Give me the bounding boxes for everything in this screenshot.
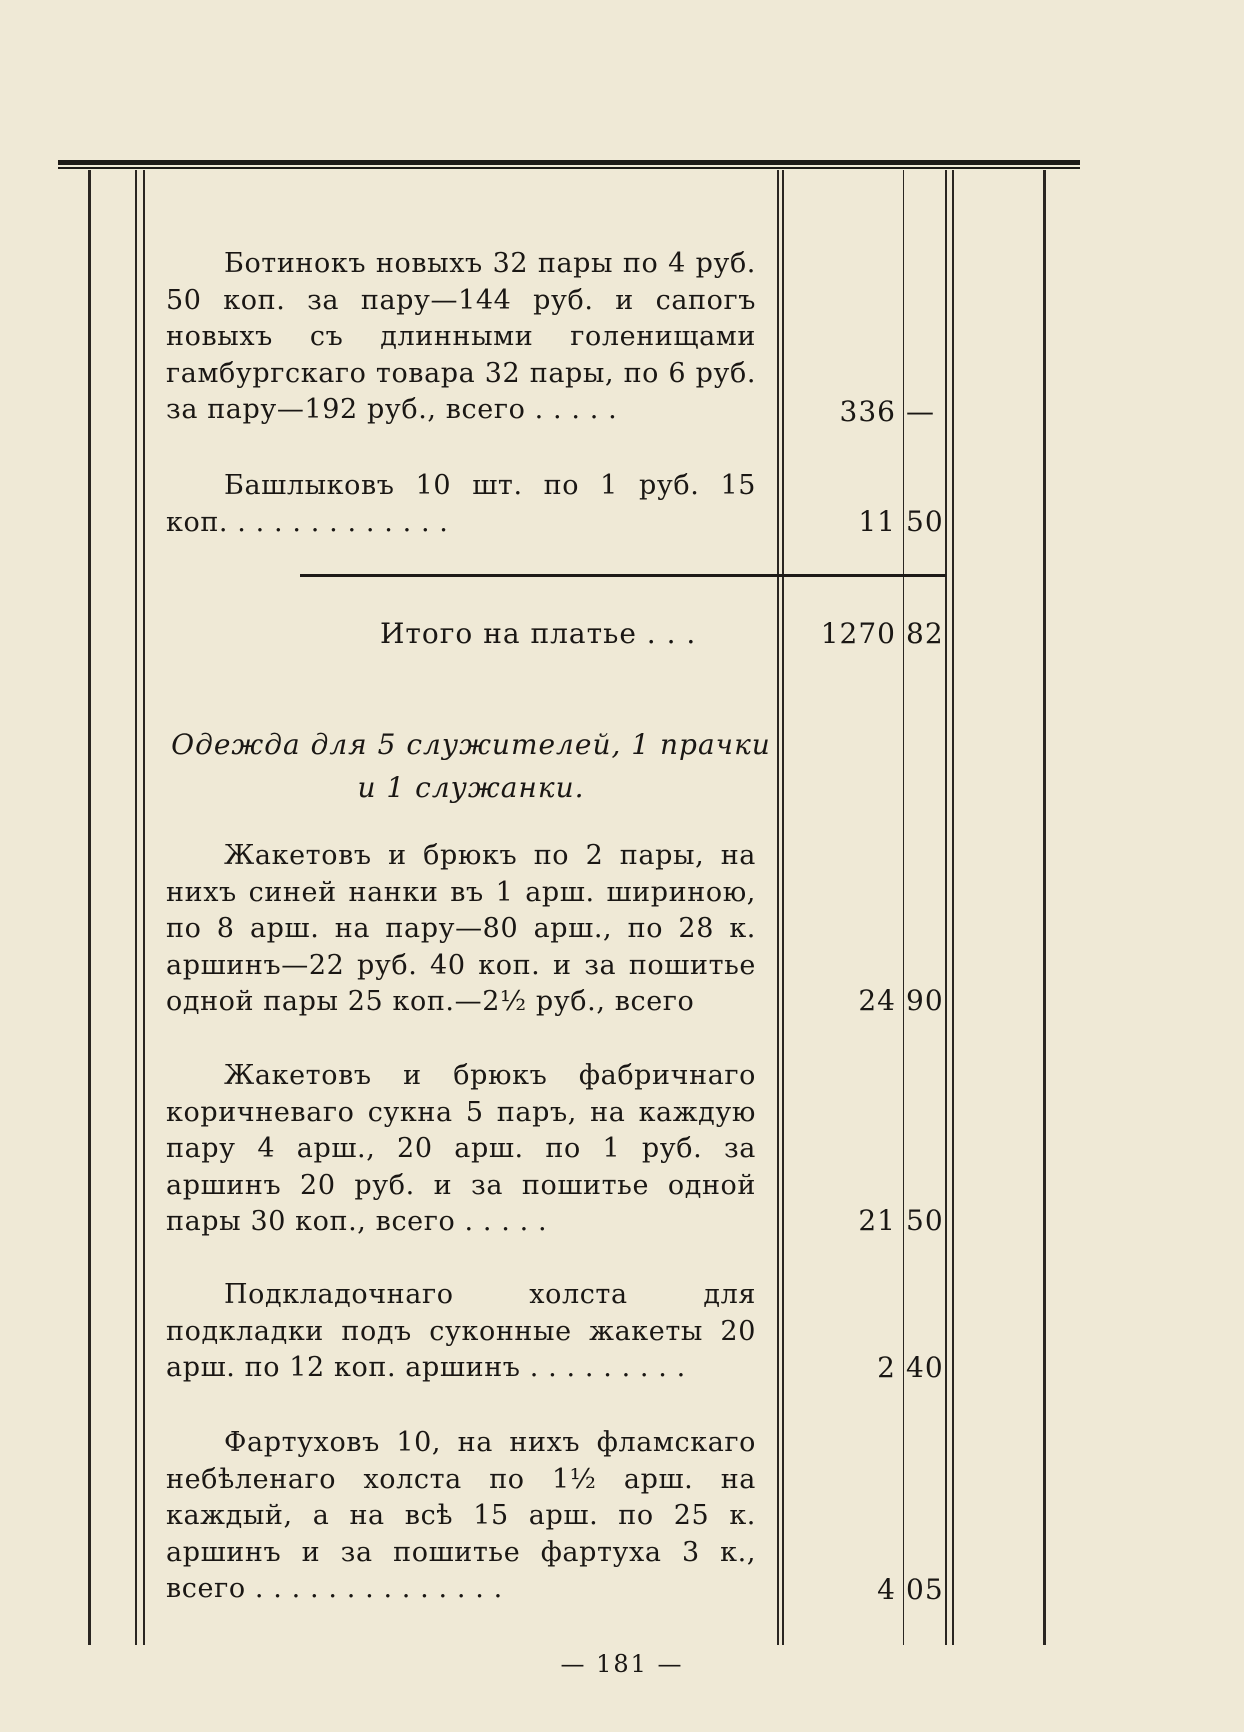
amount-kop: 50 xyxy=(906,505,944,538)
amount-col-right-2 xyxy=(952,170,954,1645)
left-border-inner-1 xyxy=(135,170,137,1645)
section-heading-line1: Одежда для 5 служителей, 1 прачки xyxy=(171,728,771,761)
amount-rub: 336 xyxy=(839,395,896,428)
rub-kop-separator xyxy=(903,170,904,1645)
amount-kop: 05 xyxy=(906,1573,944,1606)
amount-rub: 11 xyxy=(858,505,896,538)
entry-text: Жакетовъ и брюкъ по 2 пары, на нихъ синей нанки въ 1 арш. шириною, по 8 арш. на пару—80 арш., по 28 к. аршинъ—22 руб. 40 коп. и за пошитье одной пары 25 коп.—2½ руб., всего xyxy=(166,840,756,1018)
entry-text: Жакетовъ и брюкъ фабричнаго коричневаго сукна 5 паръ, на каждую пару 4 арш., 20 арш. по 1 руб. за аршинъ 20 руб. и за пошитье одной пары 30 коп., всего . . . . . xyxy=(166,1060,756,1238)
amount-col-left-2 xyxy=(782,170,784,1645)
amount-rub: 4 xyxy=(877,1573,896,1606)
amount-kop: 50 xyxy=(906,1204,944,1237)
entry-text: Башлыковъ 10 шт. по 1 руб. 15 коп. . . . . . . . . . . . . xyxy=(166,470,756,538)
amount-kop: 90 xyxy=(906,984,944,1017)
total-rule xyxy=(300,574,946,577)
total-label: Итого на платье . . . xyxy=(380,617,697,650)
entry-hoods xyxy=(166,468,756,541)
total-rub: 1270 xyxy=(820,617,896,650)
right-border-outer xyxy=(1043,170,1046,1645)
entry-jackets-cloth xyxy=(166,1058,756,1241)
left-border-outer xyxy=(88,170,91,1645)
amount-col-right-1 xyxy=(945,170,947,1645)
entry-text: Фартуховъ 10, на нихъ фламскаго небѣленаго холста по 1½ арш. на каждый, а на всѣ 15 арш. по 25 к. аршинъ и за пошитье фартуха 3 к., всего . . . . . . . . . . . . . . xyxy=(166,1427,756,1605)
top-rule-thin xyxy=(58,167,1080,169)
entry-boots xyxy=(166,246,756,429)
amount-kop: 40 xyxy=(906,1351,944,1384)
left-border-inner-2 xyxy=(143,170,145,1645)
top-rule xyxy=(58,160,1080,165)
amount-col-left-1 xyxy=(777,170,779,1645)
entry-text: Ботинокъ новыхъ 32 пары по 4 руб. 50 коп. за пару—144 руб. и сапогъ новыхъ съ длинными голенищами гамбургскаго товара 32 пары, по 6 руб. за пару—192 руб., всего . . . . . xyxy=(166,248,756,426)
page-number: — 181 — xyxy=(560,1650,684,1678)
entry-text: Подкладочнаго холста для подкладки подъ суконные жакеты 20 арш. по 12 коп. аршинъ . . . . . . . . . xyxy=(166,1279,756,1384)
section-heading xyxy=(166,723,776,809)
amount-kop: — xyxy=(906,395,935,428)
section-heading-line2: и 1 служанки. xyxy=(357,771,585,804)
amount-rub: 21 xyxy=(858,1204,896,1237)
total-kop: 82 xyxy=(906,617,944,650)
entry-aprons xyxy=(166,1425,756,1608)
amount-rub: 2 xyxy=(877,1351,896,1384)
entry-lining xyxy=(166,1277,756,1387)
entry-jackets-nankeen xyxy=(166,838,756,1021)
amount-rub: 24 xyxy=(858,984,896,1017)
